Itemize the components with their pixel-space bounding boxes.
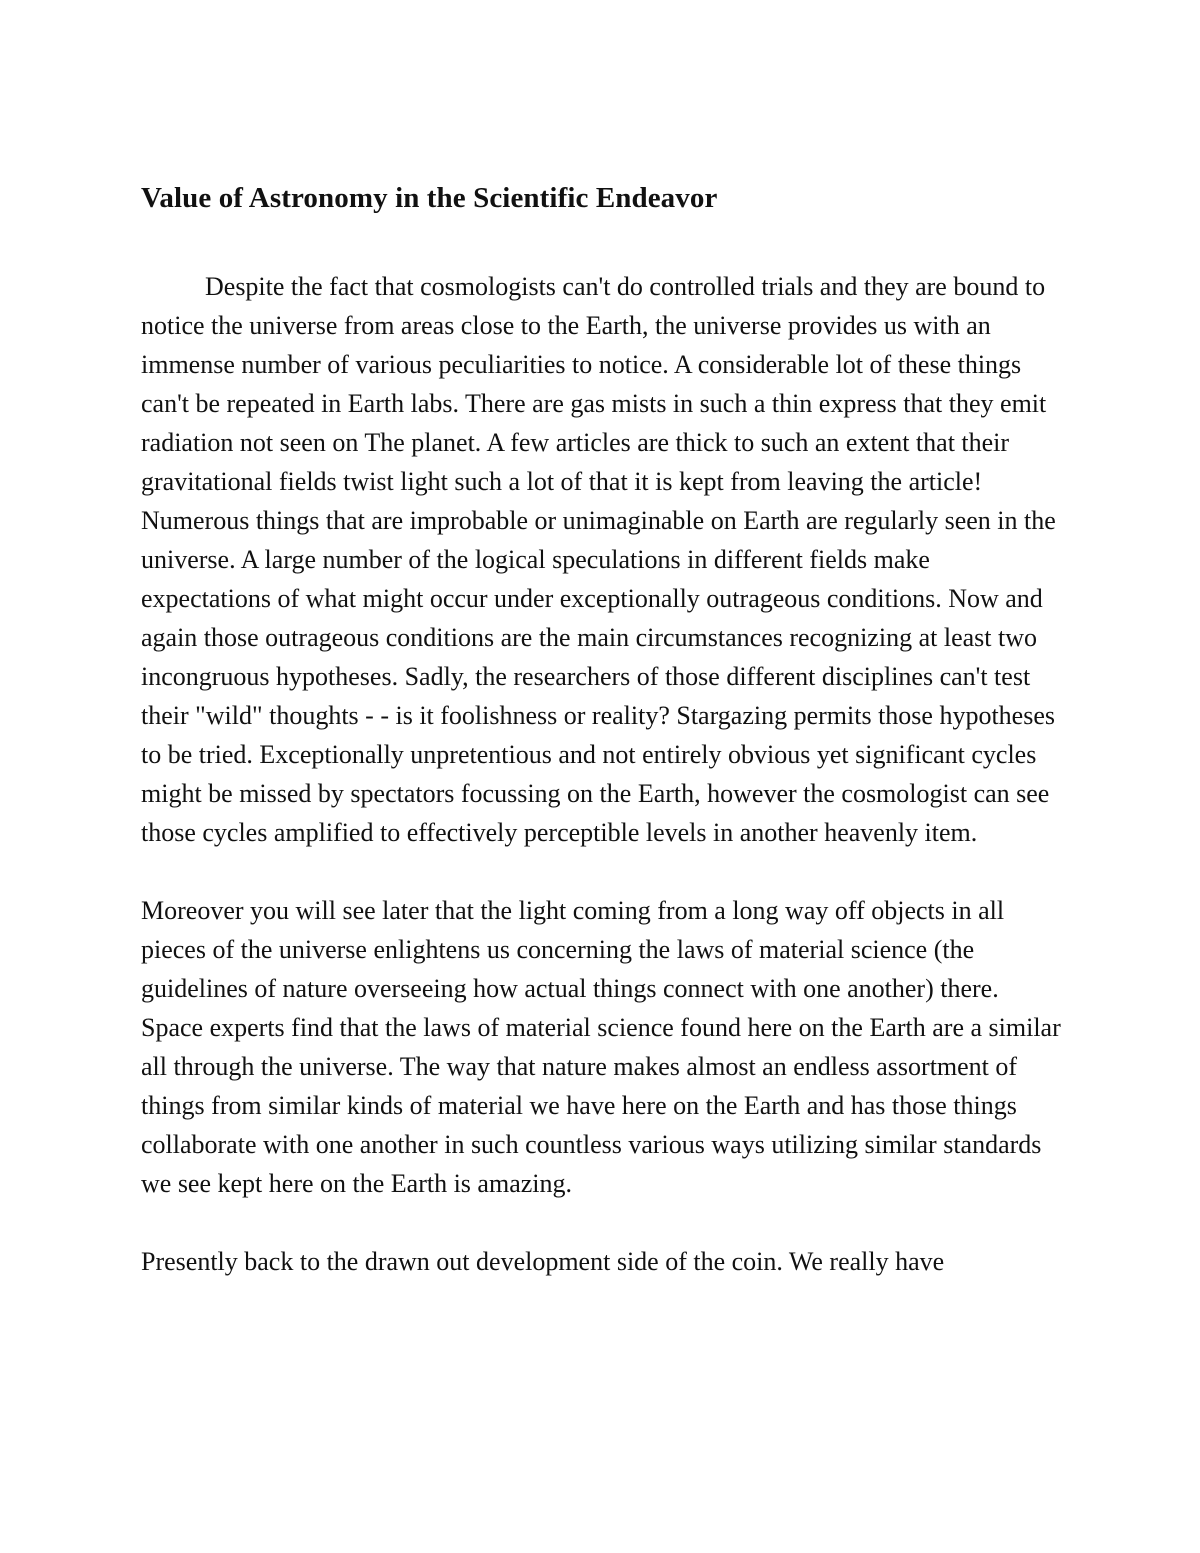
document-body: [141, 176, 1061, 1281]
document-title: Value of Astronomy in the Scientific Endeavor: [141, 182, 718, 214]
paragraph-2: Moreover you will see later that the light coming from a long way off objects in all pieces of the universe enlightens us concerning the laws of material science (the guidelines of nature overseeing how actual things connect with one another) there. Space experts find that the laws of material science found here on the Earth are a similar all through the universe. The way that nature makes almost an endless assortment of things from similar kinds of material we have here on the Earth and has those things collaborate with one another in such countless various ways utilizing similar standards we see kept here on the Earth is amazing.: [141, 896, 1061, 1198]
paragraph-3: Presently back to the drawn out development side of the coin. We really have: [141, 1247, 945, 1276]
paragraph-1: Despite the fact that cosmologists can't do controlled trials and they are bound to notice the universe from areas close to the Earth, the universe provides us with an immense number of various peculiarities to notice. A considerable lot of these things can't be repeated in Earth labs. There are gas mists in such a thin express that they emit radiation not seen on The planet. A few articles are thick to such an extent that their gravitational fields twist light such a lot of that it is kept from leaving the article! Numerous things that are improbable or unimaginable on Earth are regularly seen in the universe. A large number of the logical speculations in different fields make expectations of what might occur under exceptionally outrageous conditions. Now and again those outrageous conditions are the main circumstances recognizing at least two incongruous hypotheses. Sadly, the researchers of those different disciplines can't test their "wild" thoughts - - is it foolishness or reality? Stargazing permits those hypotheses to be tried. Exceptionally unpretentious and not entirely obvious yet significant cycles might be missed by spectators focussing on the Earth, however the cosmologist can see those cycles amplified to effectively perceptible levels in another heavenly item.: [141, 272, 1056, 847]
